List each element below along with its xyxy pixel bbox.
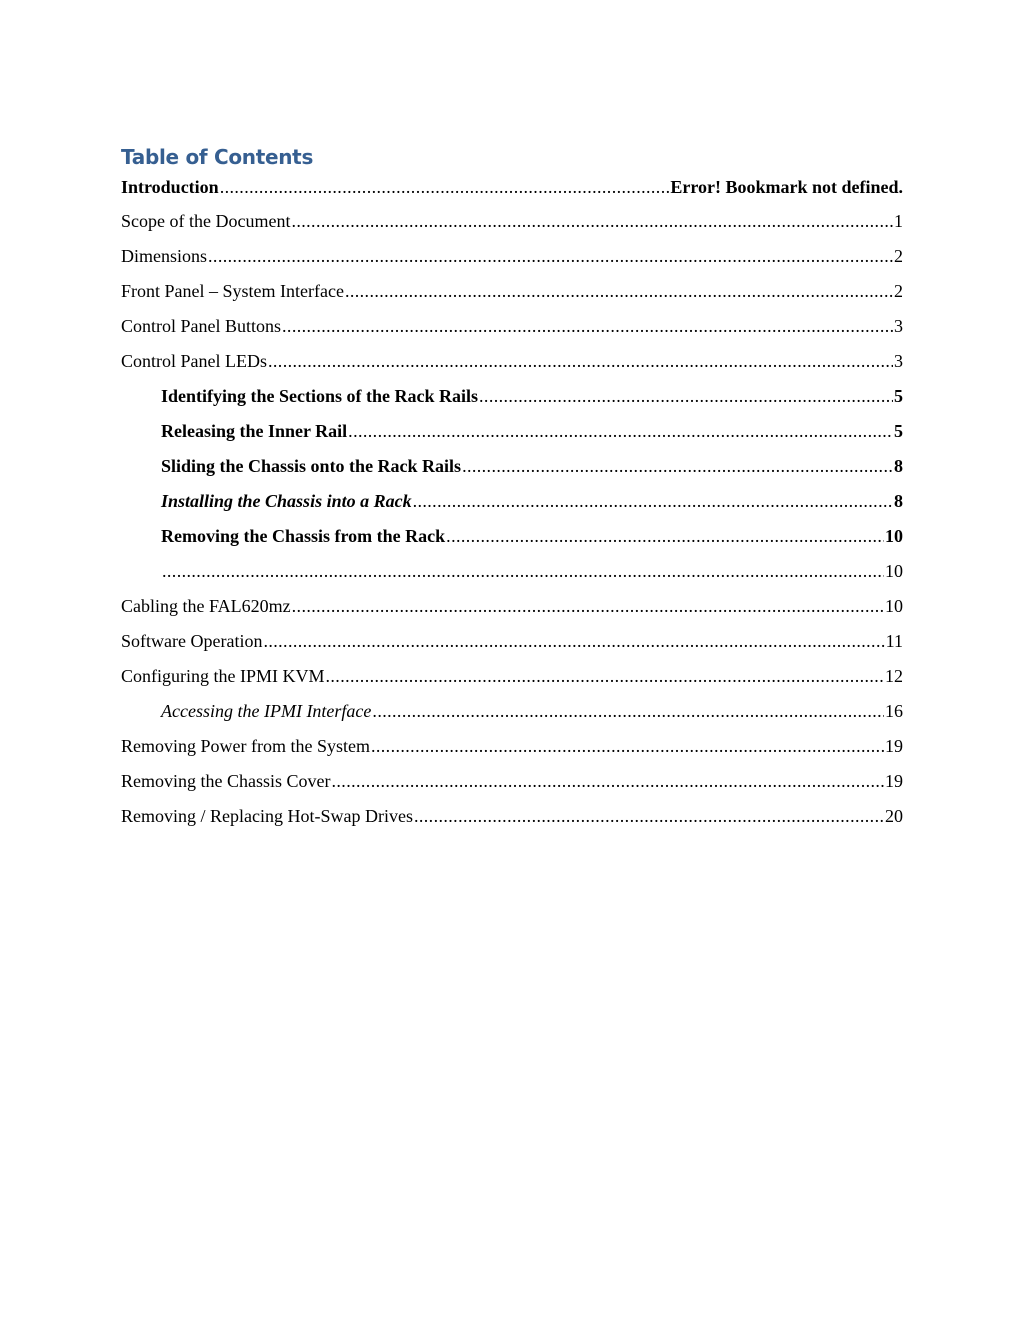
toc-entry-page: 19 [885, 771, 903, 791]
toc-entry-page: 2 [894, 281, 903, 301]
toc-entry-control-panel-buttons[interactable] [121, 309, 903, 344]
dot-leader [326, 659, 885, 694]
toc-entry-label: Removing / Replacing Hot-Swap Drives [121, 806, 413, 826]
toc-entry-control-panel-leds[interactable] [121, 344, 903, 379]
toc-entry-page: 3 [894, 351, 903, 371]
toc-entry-label: Cabling the FAL620mz [121, 596, 291, 616]
toc-entry-accessing-ipmi[interactable] [121, 694, 903, 729]
toc-entry-hot-swap-drives[interactable] [121, 799, 903, 834]
toc-entry-label: Introduction [121, 177, 219, 197]
dot-leader [291, 204, 893, 239]
toc-entry-page: 2 [894, 246, 903, 266]
toc-entry-page: 3 [894, 316, 903, 336]
toc-entry-removing-chassis[interactable] [121, 519, 903, 554]
toc-entry-page: 11 [885, 631, 903, 651]
dot-leader [371, 729, 884, 764]
toc-entry-label: Scope of the Document [121, 211, 291, 231]
dot-leader [282, 309, 893, 344]
toc-entry-cabling[interactable] [121, 589, 903, 624]
toc-entry-removing-cover[interactable] [121, 764, 903, 799]
toc-entry-page: 10 [885, 526, 903, 546]
toc-entry-page: 16 [885, 701, 903, 721]
toc-entry-label: Control Panel Buttons [121, 316, 282, 336]
toc-entry-installing-chassis[interactable] [121, 484, 903, 519]
dot-leader [292, 589, 884, 624]
dot-leader [208, 239, 893, 274]
toc-entry-label: Sliding the Chassis onto the Rack Rails [161, 456, 462, 476]
toc-entry-page: 8 [894, 491, 903, 511]
toc-entry-label: Removing Power from the System [121, 736, 370, 756]
toc-entry-page: 5 [894, 386, 903, 406]
toc-entry-label: Software Operation [121, 631, 263, 651]
toc-entry-label: Removing the Chassis Cover [121, 771, 331, 791]
toc-entry-label: Front Panel – System Interface [121, 281, 344, 301]
toc-entry-configuring-ipmi[interactable] [121, 659, 903, 694]
toc-entry-introduction[interactable] [121, 170, 903, 204]
dot-leader [479, 379, 893, 414]
dot-leader [462, 449, 893, 484]
dot-leader [348, 414, 893, 449]
toc-entry-releasing-inner-rail[interactable] [121, 414, 903, 449]
toc-entry-label: Releasing the Inner Rail [161, 421, 348, 441]
toc-entry-page: 19 [885, 736, 903, 756]
toc-entry-page: 8 [894, 456, 903, 476]
toc-entry-page: Error! Bookmark not defined. [670, 177, 903, 197]
toc-entry-sliding-chassis[interactable] [121, 449, 903, 484]
toc-entry-scope[interactable] [121, 204, 903, 239]
toc-entry-removing-power[interactable] [121, 729, 903, 764]
toc-entry-label: Identifying the Sections of the Rack Rails [161, 386, 479, 406]
toc-entry-identifying-rack-rails[interactable] [121, 379, 903, 414]
toc-entry-label: Installing the Chassis into a Rack [161, 491, 412, 511]
toc-title: Table of Contents [121, 145, 314, 169]
dot-leader [414, 799, 884, 834]
dot-leader [372, 694, 884, 729]
toc-entry-label: Configuring the IPMI KVM [121, 666, 325, 686]
toc-entry-software-operation[interactable] [121, 624, 903, 659]
toc-list [121, 170, 903, 834]
toc-entry-label: Accessing the IPMI Interface [161, 701, 372, 721]
toc-entry-page: 1 [894, 211, 903, 231]
toc-entry-label: Control Panel LEDs [121, 351, 267, 371]
dot-leader [345, 274, 893, 309]
toc-entry-label: Removing the Chassis from the Rack [161, 526, 446, 546]
dot-leader [263, 624, 884, 659]
dot-leader [332, 764, 885, 799]
toc-entry-page: 12 [885, 666, 903, 686]
toc-entry-dimensions[interactable] [121, 239, 903, 274]
dot-leader [162, 554, 884, 589]
toc-entry-page: 10 [885, 596, 903, 616]
toc-entry-front-panel[interactable] [121, 274, 903, 309]
dot-leader [268, 344, 893, 379]
toc-entry-untitled[interactable] [121, 554, 903, 589]
dot-leader [413, 484, 893, 519]
toc-entry-page: 20 [885, 806, 903, 826]
dot-leader [220, 170, 670, 204]
dot-leader [446, 519, 884, 554]
toc-entry-page: 10 [885, 561, 903, 581]
toc-entry-label: Dimensions [121, 246, 208, 266]
toc-entry-page: 5 [894, 421, 903, 441]
